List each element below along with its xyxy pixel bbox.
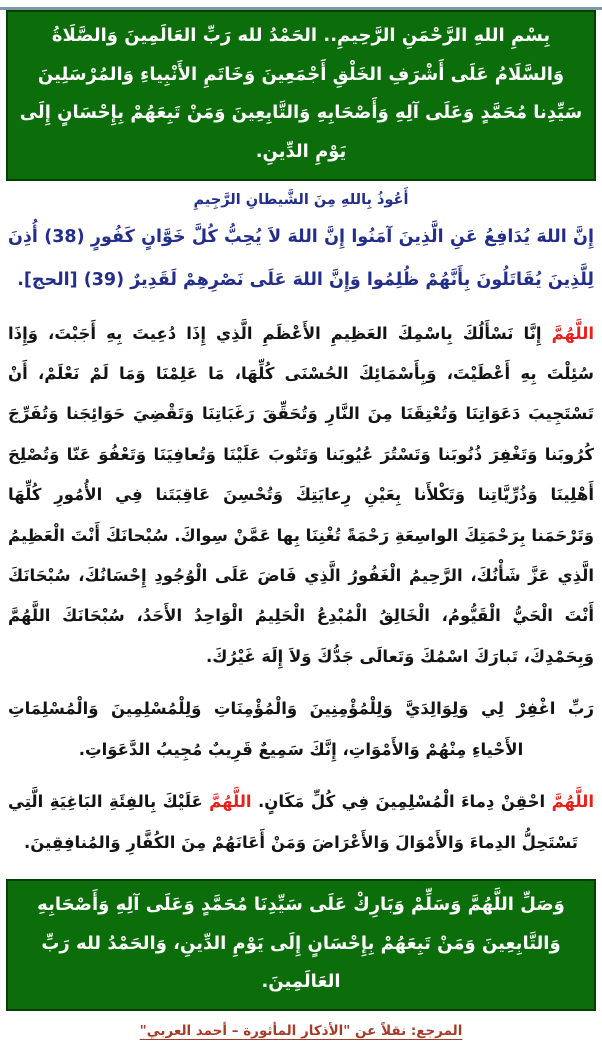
dua-protect-part-1: احْقِنْ دِماءَ الْمُسْلِمِينَ فِي كُلِّ مَكَانٍ. (251, 792, 552, 812)
footer-banner (6, 879, 596, 1011)
dua-paragraph-parents (8, 689, 594, 770)
dua-protect-part-2: عَلَيْكَ بِالفِئَةِ البَاغِيَةِ الَّتِي تَسْتَحِلُّ الدِماءَ وَالأَمْوَالَ وَالأَعْرَاضَ وَمَنْ أَعَانَهُمْ مِنَ الكُفَّارِ وَالمُنافِقِينَ. (8, 792, 579, 852)
dua-parents-text: رَبِّ اغْفِرْ لِي وَلِوَالِدَيَّ وَلِلْمُؤْمِنِينَ وَالْمُؤْمِنَاتِ وَلِلْمُسْلِمِينَ وَالْمُسْلِمَاتِ الأَحْياءِ مِنْهُمْ وَالأَمْوَاتِ، إِنَّكَ سَمِيعٌ قَرِيبٌ مُجِيبُ الدَّعَوَاتِ. (8, 699, 594, 759)
dua-main-body-text: إِنَّا نَسْأَلُكَ بِاسْمِكَ العَظِيمِ الأَعْظَمِ الَّذِي إِذَا دُعِيتَ بِهِ أَجَبْتَ، وَإِذَا سُئِلْتَ بِهِ أَعْطَيْتَ، وَبِأَسْمَائِكَ الحُسْنَى كُلِّهَا، مَا عَلِمْنَا وَمَا لَمْ نَعْلَمْ، أَنْ تَسْتَجِيبَ دَعَوَاتِنَا وَتُعْتِقَنَا مِنَ النَّارِ وَتُحَقِّقَ رَغَبَاتِنَا وَتَقْضِيَ حَوَائِجَنا وَتُفَرِّجَ كُرُوبَنا وَتَغْفِرَ ذُنُوبَنا وَتَسْتُرَ عُيُوبَنا وَتَتُوبَ عَلَيْنَا وَتُعافِيَنَا وَتَعْفُوَ عَنّا وَتُصْلِحَ أَهْلِينَا وَذُرِّيَّاتِنا وَتَكْلأَنا بِعَيْنِ رِعايَتِكَ وَتُحْسِنَ عَاقِبَتَنا فِي الأُمُورِ كُلِّهَا وَتَرْحَمَنا بِرَحْمَتِكَ الواسِعَةِ رَحْمَةً تُغْنِنَا بِها عَمَّنْ سِواكَ. سُبْحانَكَ أَنْتَ الْعَظِيمُ الَّذِي عَزَّ شَأْنُكَ، الرَّحِيمُ الْغَفُورُ الَّذِي فَاضَ عَلَى الْوُجُودِ إِحْسَانُكَ، سُبْحَانَكَ أَنْتَ الْحَيُّ الْقَيُّومُ، الْخَالِقُ الْمُبْدِعُ الْحَلِيمُ الْوَاحِدُ الأَحَدُ، سُبْحَانَكَ اللَّهُمَّ وَبِحَمْدِكَ، تَبارَكَ اسْمُكَ وَتَعالَى جَدُّكَ وَلاَ إِلَهَ غَيْرُكَ. (8, 323, 594, 666)
istiadha-text: أَعُوذُ بِاللهِ مِنَ الشَّيطانِ الرَّجِيمِ (193, 191, 409, 208)
header-basmala-text: بِسْمِ اللهِ الرَّحْمَنِ الرَّحِيمِ.. الحَمْدُ لله رَبِّ العَالَمِينَ وَالصَّلَاةُ وَالسَّلَامُ عَلَى أَشْرَفِ الخَلْقِ أَجْمَعِينَ وَخَاتَمِ الأَنْبِياءِ وَالمُرْسَلِينَ سَيِّدِنا مُحَمَّدٍ وَعَلَى آلِهِ وَأَصْحَابِهِ وَالتَّابِعِينَ وَمَنْ تَبِعَهُمْ بِإِحْسَانٍ إِلَى يَوْمِ الدِّينِ. (19, 25, 583, 163)
reference-line (6, 1023, 596, 1039)
dua-paragraph-protect-muslims (8, 782, 594, 863)
quran-verse-alhajj (8, 216, 594, 302)
allahumma-lead: اللَّهُمَّ (551, 323, 594, 343)
dua-paragraph-main (8, 314, 594, 678)
allahumma-lead-2: اللَّهُمَّ (209, 792, 252, 812)
reference-text: المرجع: نقلاً عن "الأذكار المأثورة – أحمد العربي" (139, 1023, 463, 1040)
quran-verse-text: إِنَّ اللهَ يُدَافِعُ عَنِ الَّذِينَ آمَنُوا إِنَّ اللهَ لاَ يُحِبُّ كُلَّ خَوَّانٍ كَفُورٍ (38) أُذِنَ لِلَّذِينَ يُقَاتَلُونَ بِأَنَّهُمْ ظُلِمُوا وَإِنَّ اللهَ عَلَى نَصْرِهِمْ لَقَدِيرٌ (39) [الحج]. (8, 226, 594, 290)
allahumma-lead-1: اللَّهُمَّ (551, 792, 594, 812)
top-margin-strip (0, 0, 602, 7)
istiadha-line (6, 192, 596, 208)
header-banner (6, 10, 596, 181)
footer-salawat-text: وَصَلِّ اللَّهُمَّ وَسَلِّمْ وَبَارِكْ عَلَى سَيِّدِنَا مُحَمَّدٍ وَعَلَى آلِهِ وَأَصْحَابِهِ وَالتَّابِعِينَ وَمَنْ تَبِعَهُمْ بِإِحْسَانٍ إِلَى يَوْمِ الدِّينِ، وَالحَمْدُ لله رَبِّ العَالَمِينَ. (37, 893, 565, 993)
